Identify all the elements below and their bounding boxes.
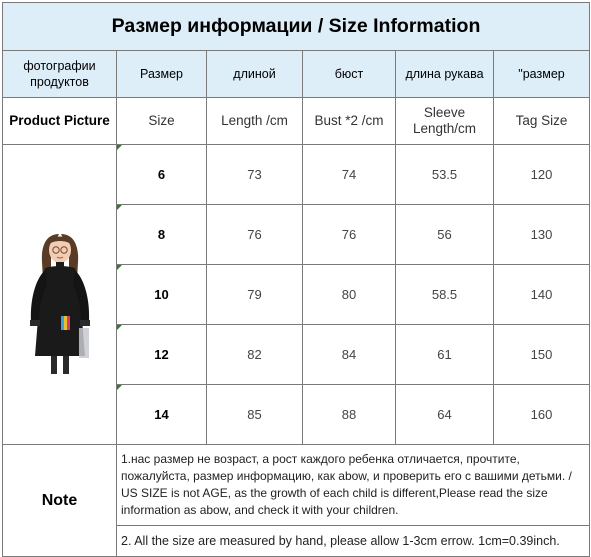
tag-size-cell: 120 [494,145,590,205]
size-value: 12 [154,347,169,362]
header-en-bust: Bust *2 /cm [303,98,396,145]
header-row-en [3,98,590,145]
length-cell: 85 [207,385,303,445]
header-ru-tag: "размер [494,51,590,98]
note-label: Note [3,445,117,557]
note-text-2: 2. All the size are measured by hand, please allow 1-3cm errow. 1cm=0.39inch. [117,526,590,557]
size-cell [117,325,207,385]
header-ru-size: Размер [117,51,207,98]
header-en-product-picture: Product Picture [3,98,117,145]
size-cell [117,205,207,265]
length-cell: 79 [207,265,303,325]
table-title: Размер информации / Size Information [3,3,590,51]
corner-marker-icon [117,385,122,390]
corner-marker-icon [117,205,122,210]
length-cell: 82 [207,325,303,385]
bust-cell: 84 [303,325,396,385]
header-en-sleeve: Sleeve Length/cm [396,98,494,145]
tag-size-cell: 130 [494,205,590,265]
bust-cell: 88 [303,385,396,445]
tag-size-cell: 160 [494,385,590,445]
sleeve-cell: 56 [396,205,494,265]
size-value: 10 [154,287,169,302]
tag-size-cell: 140 [494,265,590,325]
product-picture-cell [3,145,117,445]
header-en-tag: Tag Size [494,98,590,145]
size-value: 6 [157,167,166,182]
product-photo [15,210,105,380]
header-ru-length: длиной [207,51,303,98]
size-cell [117,265,207,325]
sleeve-cell: 64 [396,385,494,445]
header-row-ru [3,51,590,98]
header-en-length: Length /cm [207,98,303,145]
header-ru-bust: бюст [303,51,396,98]
bust-cell: 80 [303,265,396,325]
girl-in-black-dress-image [15,210,105,380]
size-cell [117,145,207,205]
sleeve-cell: 61 [396,325,494,385]
size-value: 14 [154,407,169,422]
size-value: 8 [157,227,166,242]
header-en-size: Size [117,98,207,145]
corner-marker-icon [117,265,122,270]
bust-cell: 74 [303,145,396,205]
table-row [3,145,590,205]
sleeve-cell: 58.5 [396,265,494,325]
header-ru-sleeve: длина рукава [396,51,494,98]
corner-marker-icon [117,145,122,150]
length-cell: 73 [207,145,303,205]
length-cell: 76 [207,205,303,265]
bust-cell: 76 [303,205,396,265]
tag-size-cell: 150 [494,325,590,385]
note-text-1: 1.нас размер не возраст, а рост каждого ребенка отличается, прочтите, пожалуйста, размер информацию, как abow, и проверить его с вашими детьми. / US SIZE is not AGE, as the growth of each child is different,Please read the size information as abow, and check it with your children. [117,445,590,526]
corner-marker-icon [117,325,122,330]
note-row [3,445,590,526]
size-cell [117,385,207,445]
size-table [2,2,590,557]
sleeve-cell: 53.5 [396,145,494,205]
header-ru-product-picture: фотографии продуктов [3,51,117,98]
